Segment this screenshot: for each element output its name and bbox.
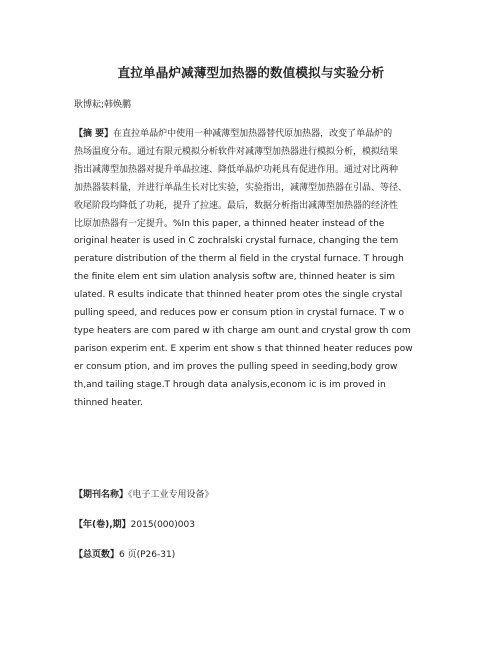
journal-label: 【期刊名称】: [74, 490, 129, 500]
abstract-line: pulling speed, and reduces pow er consum ption in crystal furnace. T w o: [74, 308, 404, 319]
abstract-text: 在直拉单晶炉中使用一种减薄型加热器替代原加热器，改变了单晶炉的: [113, 129, 393, 139]
abstract-line: 指出减薄型加热器对提升单晶拉速、降低单晶炉功耗具有促进作用。通过对比两种: [74, 164, 399, 175]
abstract-label: 【摘 要】: [74, 129, 114, 139]
journal-info: [74, 487, 214, 500]
abstract-line: 收尾阶段均降低了功耗，提升了拉速。最后，数据分析指出减薄型加热器的经济性: [74, 200, 399, 211]
abstract-line: 加热器装料量，并进行单晶生长对比实验，实验指出，减薄型加热器在引晶、等径、: [74, 182, 408, 193]
journal-name: 《电子工业专用设备》: [128, 490, 214, 500]
abstract-line: parison experim ent. E xperim ent show s that thinned heater reduces pow: [74, 343, 413, 354]
page-count-info: [74, 547, 175, 560]
abstract-line: perature distribution of the therm al field in the crystal furnace. T hrough: [74, 254, 404, 265]
abstract-line: [74, 126, 438, 144]
volume-issue-info: [74, 517, 195, 530]
abstract-line: original heater is used in C zochralski crystal furnace, changing the tem: [74, 236, 399, 247]
abstract-line: ulated. R esults indicate that thinned heater prom otes the single crystal: [74, 290, 403, 301]
abstract: [74, 126, 438, 413]
page-count-label: 【总页数】: [74, 550, 120, 560]
authors: 耿博耘;韩焕鹏: [74, 100, 132, 110]
abstract-line: th,and tailing stage.T hrough data analysis,econom ic is im proved in: [74, 379, 386, 390]
abstract-line: 比原加热器有一定提升。%In this paper, a thinned heater instead of the: [74, 218, 385, 229]
volume-issue-value: 2015(000)003: [130, 520, 195, 530]
page-count-value: 6 页(P26-31): [119, 550, 176, 560]
abstract-line: the finite elem ent sim ulation analysis softw are, thinned heater is sim: [74, 272, 396, 283]
paper-title: 直拉单晶炉减薄型加热器的数值模拟与实验分析: [117, 65, 385, 80]
abstract-line: type heaters are com pared w ith charge am ount and crystal grow th com: [74, 325, 411, 336]
volume-issue-label: 【年(卷),期】: [74, 520, 131, 530]
abstract-line: 热场温度分布。通过有限元模拟分析软件对减薄型加热器进行模拟分析，模拟结果: [74, 146, 399, 157]
abstract-line: thinned heater.: [74, 397, 143, 408]
abstract-line: er consum ption, and im proves the pulling speed in seeding,body grow: [74, 361, 398, 372]
